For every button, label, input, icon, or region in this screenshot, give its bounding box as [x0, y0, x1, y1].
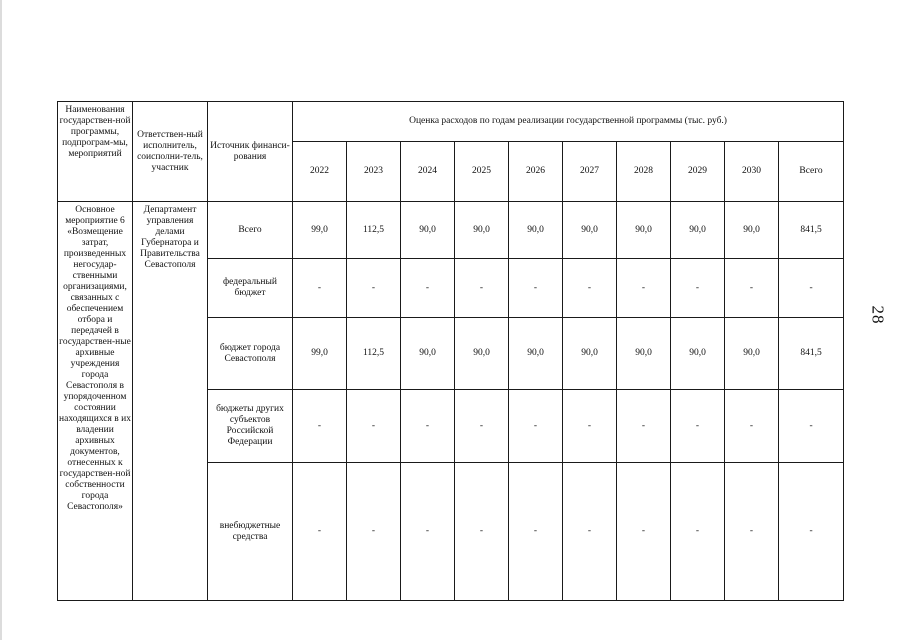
source-cell: бюджеты других субъектов Российской Федерации	[208, 390, 293, 463]
value-cell: -	[563, 390, 617, 463]
value-cell: -	[563, 463, 617, 601]
value-cell: -	[293, 259, 347, 318]
value-cell: -	[347, 259, 401, 318]
value-cell: 90,0	[671, 318, 725, 390]
value-cell: 90,0	[617, 318, 671, 390]
value-cell: -	[455, 259, 509, 318]
value-cell: -	[617, 259, 671, 318]
source-cell: федеральный бюджет	[208, 259, 293, 318]
value-cell: -	[509, 390, 563, 463]
value-cell: -	[617, 390, 671, 463]
value-cell: 90,0	[401, 318, 455, 390]
total-cell: -	[779, 463, 844, 601]
value-cell: -	[293, 390, 347, 463]
source-cell: внебюджетные средства	[208, 463, 293, 601]
value-cell: 90,0	[563, 318, 617, 390]
budget-table	[57, 101, 844, 601]
value-cell: -	[725, 463, 779, 601]
responsible-cell: Департамент управления делами Губернатора и Правительства Севастополя	[133, 202, 208, 601]
year-header: 2027	[563, 142, 617, 202]
year-header: 2028	[617, 142, 671, 202]
page-left-edge	[0, 0, 2, 640]
value-cell: 112,5	[347, 202, 401, 259]
value-cell: -	[509, 259, 563, 318]
header-responsible-cell: Ответствен-ный исполнитель, соисполни-тель, участник	[133, 102, 208, 202]
value-cell: 90,0	[563, 202, 617, 259]
value-cell: 90,0	[725, 318, 779, 390]
value-cell: -	[509, 463, 563, 601]
value-cell: 90,0	[725, 202, 779, 259]
value-cell: -	[671, 463, 725, 601]
header-source-cell: Источник финанси-рования	[208, 102, 293, 202]
total-header: Всего	[779, 142, 844, 202]
value-cell: 90,0	[509, 202, 563, 259]
value-cell: -	[563, 259, 617, 318]
value-cell: -	[671, 390, 725, 463]
total-cell: -	[779, 390, 844, 463]
value-cell: -	[347, 390, 401, 463]
year-header: 2024	[401, 142, 455, 202]
total-cell: 841,5	[779, 202, 844, 259]
header-row	[58, 102, 844, 142]
value-cell: -	[725, 259, 779, 318]
value-cell: -	[455, 463, 509, 601]
year-header: 2022	[293, 142, 347, 202]
value-cell: 90,0	[617, 202, 671, 259]
header-name-cell: Наименования государствен-ной программы, подпрограм-мы, мероприятий	[58, 102, 133, 202]
value-cell: -	[401, 259, 455, 318]
total-cell: 841,5	[779, 318, 844, 390]
value-cell: 90,0	[401, 202, 455, 259]
table-row-total	[58, 202, 844, 259]
value-cell: 99,0	[293, 202, 347, 259]
value-cell: -	[671, 259, 725, 318]
value-cell: -	[293, 463, 347, 601]
value-cell: -	[401, 463, 455, 601]
year-header: 2030	[725, 142, 779, 202]
source-cell: Всего	[208, 202, 293, 259]
value-cell: 90,0	[509, 318, 563, 390]
header-estimate-title: Оценка расходов по годам реализации государственной программы (тыс. руб.)	[293, 102, 844, 142]
activity-name-cell: Основное мероприятие 6 «Возмещение затрат, произведенных негосудар-ственными организациями, связанных с обеспечением отбора и передачей в государствен-ные архивные учреждения города Севастополя в упорядоченном состоянии находящихся в их владении архивных документов, отнесенных к государствен-ной собственности города Севастополя»	[58, 202, 133, 601]
value-cell: -	[455, 390, 509, 463]
value-cell: -	[401, 390, 455, 463]
value-cell: 99,0	[293, 318, 347, 390]
year-header: 2025	[455, 142, 509, 202]
year-header: 2023	[347, 142, 401, 202]
value-cell: 112,5	[347, 318, 401, 390]
year-header: 2026	[509, 142, 563, 202]
year-header: 2029	[671, 142, 725, 202]
value-cell: 90,0	[455, 318, 509, 390]
total-cell: -	[779, 259, 844, 318]
value-cell: 90,0	[455, 202, 509, 259]
source-cell: бюджет города Севастополя	[208, 318, 293, 390]
value-cell: -	[617, 463, 671, 601]
value-cell: -	[725, 390, 779, 463]
value-cell: -	[347, 463, 401, 601]
page-number: 28	[868, 305, 888, 325]
value-cell: 90,0	[671, 202, 725, 259]
